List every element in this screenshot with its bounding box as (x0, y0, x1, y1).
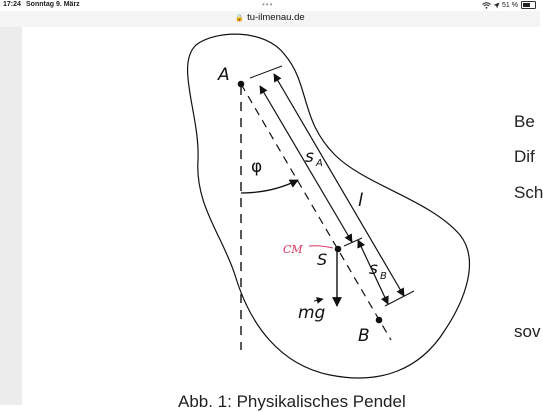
status-time: 17:24 (3, 1, 21, 8)
angle-arc (241, 180, 298, 193)
status-date: Sonntag 9. März (26, 1, 80, 8)
label-l: l (358, 190, 364, 211)
multitasking-dots[interactable]: ••• (262, 0, 274, 9)
handwritten-pointer (309, 246, 333, 248)
point-B (376, 317, 383, 324)
side-text-line-2: Dif (514, 147, 535, 166)
dimension-l (274, 74, 404, 296)
figure-caption: Abb. 1: Physikalisches Pendel (178, 392, 406, 411)
point-A (238, 81, 245, 88)
lock-icon: 🔒 (235, 15, 245, 22)
url-text: tu-ilmenau.de (247, 12, 305, 23)
handwritten-annotation: CM (283, 243, 303, 256)
body-outline (188, 34, 470, 378)
pendulum-axis-line (241, 84, 391, 340)
label-sB-subscript: B (380, 271, 387, 282)
side-text-line-1: Be (514, 112, 535, 131)
side-text-line-3: Sch (514, 183, 543, 202)
vector-arrow-over-g (314, 299, 323, 301)
point-S (335, 246, 342, 253)
label-S: S (317, 250, 328, 269)
side-text-line-4: sov (514, 322, 541, 341)
label-phi: φ (251, 157, 263, 177)
extension-tick-top (250, 66, 282, 78)
label-sA: s (305, 147, 314, 167)
extension-tick-bottom (385, 291, 414, 306)
label-sB: s (369, 259, 378, 279)
label-A: A (218, 65, 230, 85)
battery-percent: 51 % (502, 1, 518, 9)
label-sA-subscript: A (316, 158, 323, 169)
label-B: B (358, 326, 370, 346)
label-mg: mg (298, 303, 326, 323)
